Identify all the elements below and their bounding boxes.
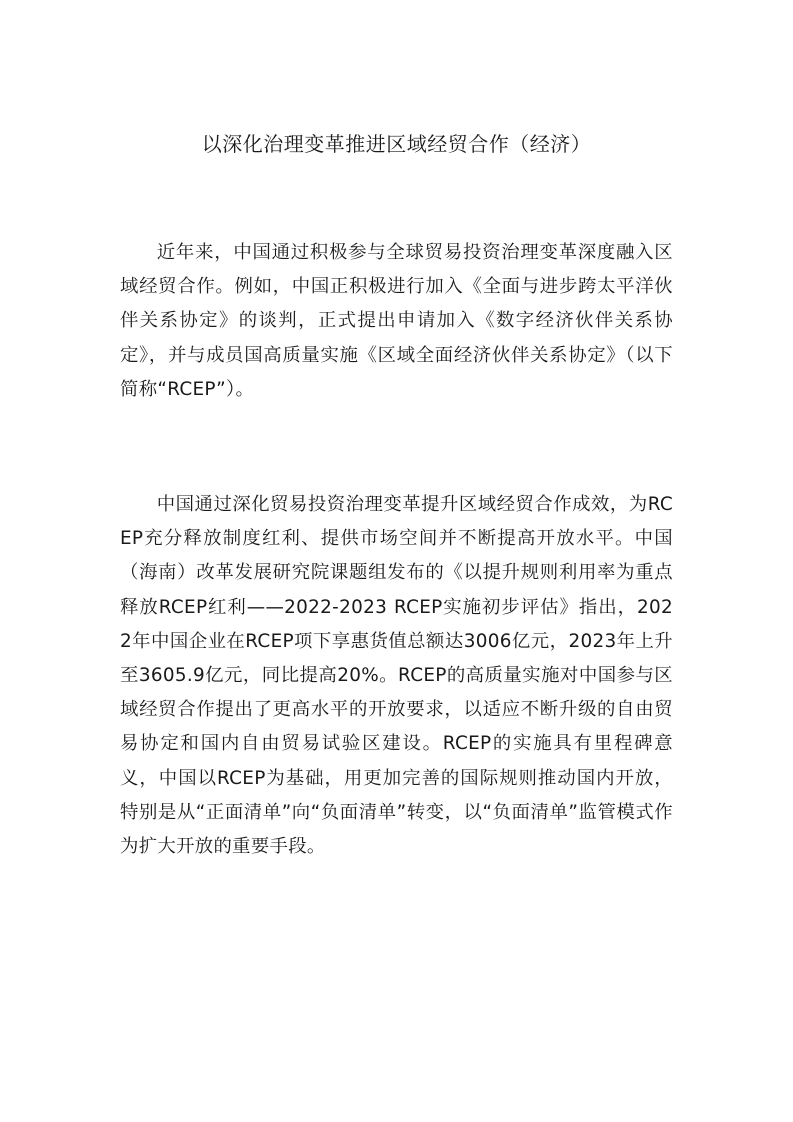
document-title: 以深化治理变革推进区域经贸合作（经济） [201, 132, 592, 156]
paragraph-1: 近年来，中国通过积极参与全球贸易投资治理变革深度融入区域经贸合作。例如，中国正积极进行加入《全面与进步跨太平洋伙伴关系协定》的谈判，正式提出申请加入《数字经济伙伴关系协定》，并与成员国高质量实施《区域全面经济伙伴关系协定》（以下简称“RCEP”）。 [120, 242, 673, 400]
paragraph-2: 中国通过深化贸易投资治理变革提升区域经贸合作成效，为RCEP充分释放制度红利、提供市场空间并不断提高开放水平。中国（海南）改革发展研究院课题组发布的《以提升规则利用率为重点释放RCEP红利——2022-2023 RCEP实施初步评估》指出，2022年中国企业在RCEP项下享惠货值总额达3006亿元，2023年上升至3605.9亿元，同比提高20%。RCEP的高质量实施对中国参与区域经贸合作提出了更高水平的开放要求，以适应不断升级的自由贸易协定和国内自由贸易试验区建设。RCEP的实施具有里程碑意义，中国以RCEP为基础，用更加完善的国际规则推动国内开放，特别是从“正面清单”向“负面清单”转变，以“负面清单”监管模式作为扩大开放的重要手段。 [120, 494, 673, 858]
